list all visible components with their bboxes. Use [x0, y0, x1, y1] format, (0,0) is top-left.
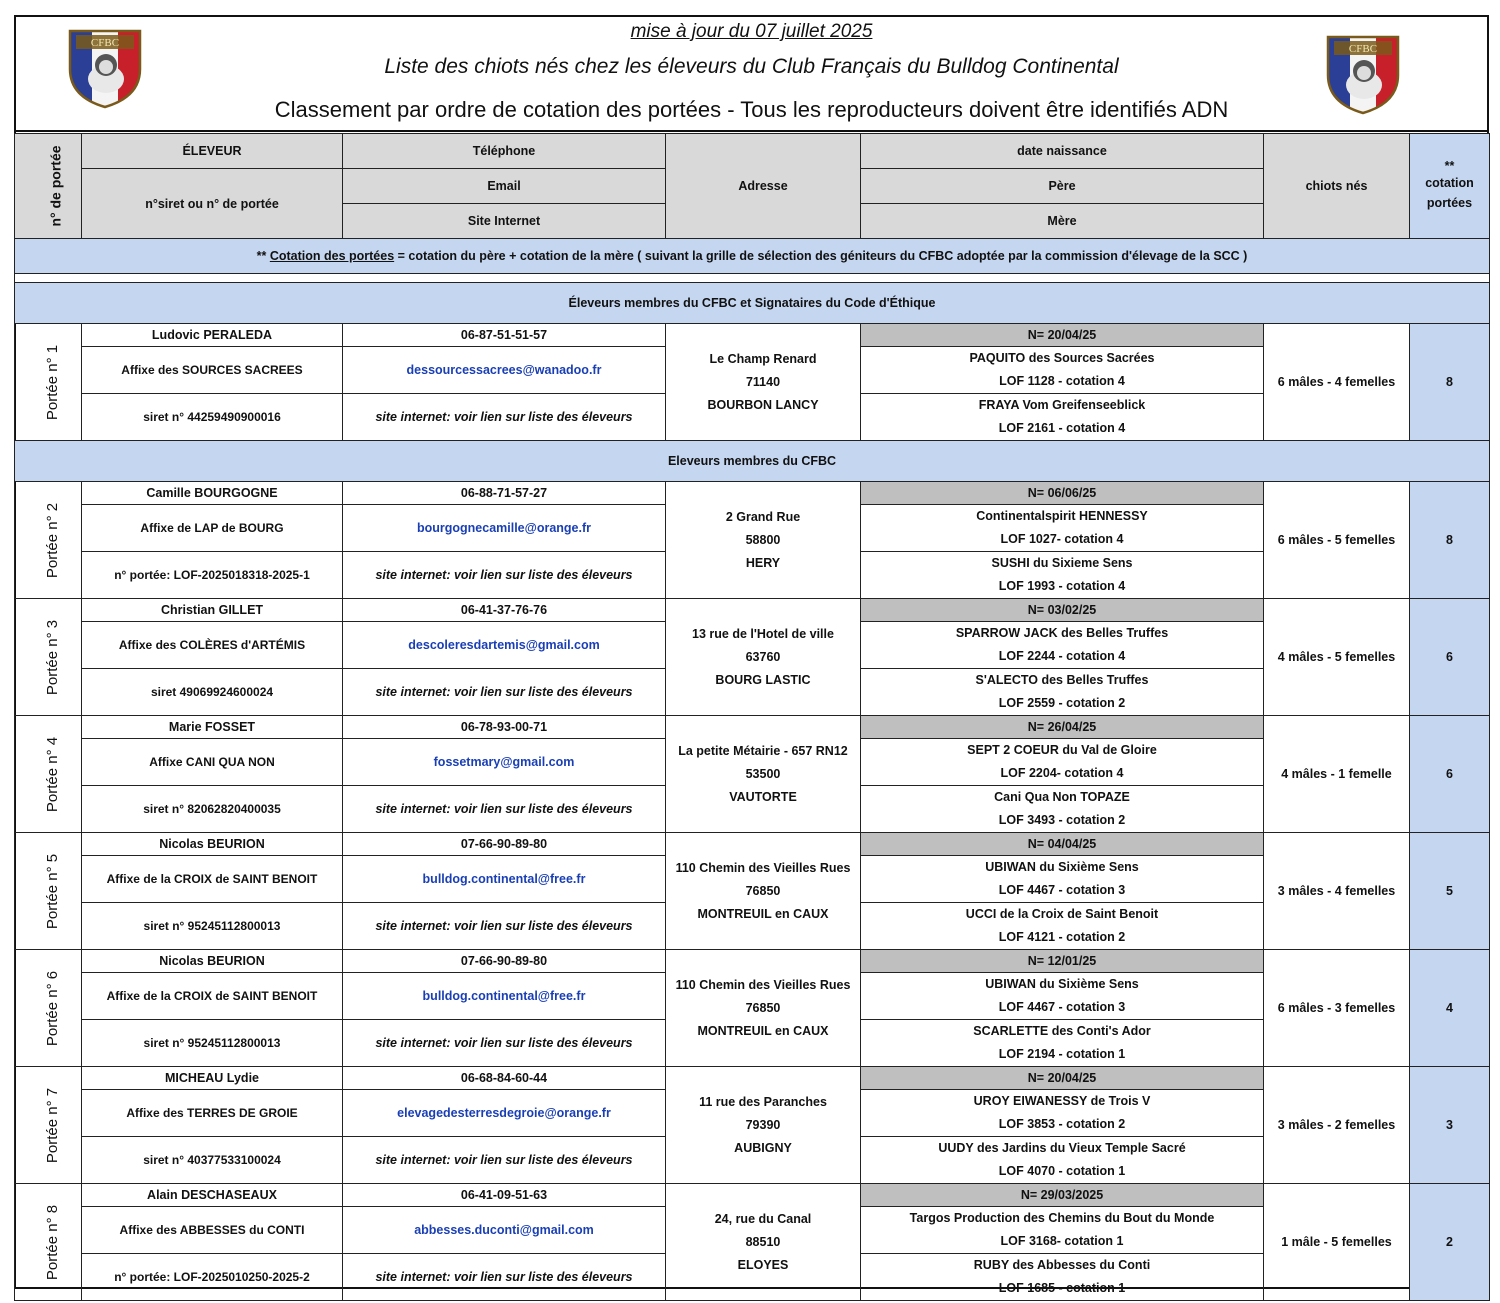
email-link[interactable]: bourgognecamille@orange.fr	[343, 505, 666, 552]
portee-label: Portée n° 4	[15, 716, 82, 833]
update-date: mise à jour du 07 juillet 2025	[630, 21, 873, 42]
puppies-born: 3 mâles - 2 femelles	[1264, 1067, 1410, 1184]
column-header-adresse: Adresse	[666, 134, 861, 239]
cotation-note: ** Cotation des portées = cotation du père + cotation de la mère ( suivant la grille de sélection des géniteurs du CFBC adoptée par la commission d'élevage de la SCC )	[15, 239, 1490, 274]
litter-cotation: 4	[1410, 950, 1490, 1067]
table-row	[15, 599, 1490, 622]
birth-date: N= 03/02/25	[861, 599, 1264, 622]
litters-table	[14, 133, 1490, 1301]
document-title: Liste des chiots nés chez les éleveurs du Club Français du Bulldog Continental	[384, 55, 1119, 78]
address: 2 Grand Rue 58800 HERY	[666, 482, 861, 599]
birth-date: N= 20/04/25	[861, 1067, 1264, 1090]
table-row	[15, 950, 1490, 973]
dam: SCARLETTE des Conti's Ador LOF 2194 - cotation 1	[861, 1020, 1264, 1067]
dam: UUDY des Jardins du Vieux Temple Sacré LOF 4070 - cotation 1	[861, 1137, 1264, 1184]
siret-or-litter-number: siret n° 95245112800013	[82, 1020, 343, 1067]
breeder-name: Camille BOURGOGNE	[82, 482, 343, 505]
website-note: site internet: voir lien sur liste des éleveurs	[343, 1137, 666, 1184]
birth-date: N= 29/03/2025	[861, 1184, 1264, 1207]
address: 24, rue du Canal 88510 ELOYES	[666, 1184, 861, 1301]
birth-date: N= 26/04/25	[861, 716, 1264, 739]
portee-label: Portée n° 2	[15, 482, 82, 599]
birth-date: N= 04/04/25	[861, 833, 1264, 856]
siret-or-litter-number: siret n° 40377533100024	[82, 1137, 343, 1184]
column-header-eleveur: ÉLEVEUR	[82, 134, 343, 169]
phone: 06-87-51-51-57	[343, 324, 666, 347]
breeder-affixe: Affixe des COLÈRES d'ARTÉMIS	[82, 622, 343, 669]
phone: 06-68-84-60-44	[343, 1067, 666, 1090]
address: 110 Chemin des Vieilles Rues 76850 MONTREUIL en CAUX	[666, 950, 861, 1067]
section-title: Eleveurs membres du CFBC	[15, 441, 1490, 482]
breeder-name: Ludovic PERALEDA	[82, 324, 343, 347]
birth-date: N= 20/04/25	[861, 324, 1264, 347]
phone: 06-41-37-76-76	[343, 599, 666, 622]
puppies-born: 4 mâles - 5 femelles	[1264, 599, 1410, 716]
breeder-affixe: Affixe de LAP de BOURG	[82, 505, 343, 552]
column-header-chiots: chiots nés	[1264, 134, 1410, 239]
puppies-born: 1 mâle - 5 femelles	[1264, 1184, 1410, 1301]
email-link[interactable]: abbesses.duconti@gmail.com	[343, 1207, 666, 1254]
dam: RUBY des Abbesses du Conti LOF 1685 - cotation 1	[861, 1254, 1264, 1301]
portee-label: Portée n° 6	[15, 950, 82, 1067]
litter-cotation: 6	[1410, 716, 1490, 833]
website-note: site internet: voir lien sur liste des éleveurs	[343, 552, 666, 599]
puppies-born: 6 mâles - 3 femelles	[1264, 950, 1410, 1067]
siret-or-litter-number: siret n° 95245112800013	[82, 903, 343, 950]
table-row	[15, 324, 1490, 347]
email-link[interactable]: bulldog.continental@free.fr	[343, 856, 666, 903]
table-row	[15, 833, 1490, 856]
website-note: site internet: voir lien sur liste des éleveurs	[343, 786, 666, 833]
phone: 06-41-09-51-63	[343, 1184, 666, 1207]
dam: FRAYA Vom Greifenseeblick LOF 2161 - cotation 4	[861, 394, 1264, 441]
website-note: site internet: voir lien sur liste des éleveurs	[343, 1254, 666, 1301]
address: 110 Chemin des Vieilles Rues 76850 MONTREUIL en CAUX	[666, 833, 861, 950]
email-link[interactable]: descoleresdartemis@gmail.com	[343, 622, 666, 669]
sire: Targos Production des Chemins du Bout du Monde LOF 3168- cotation 1	[861, 1207, 1264, 1254]
table-row	[15, 482, 1490, 505]
column-header-date: date naissance	[861, 134, 1264, 169]
document-subtitle: Classement par ordre de cotation des portées - Tous les reproducteurs doivent être identifiés ADN	[274, 97, 1229, 122]
phone: 06-88-71-57-27	[343, 482, 666, 505]
dam: UCCI de la Croix de Saint Benoit LOF 4121 - cotation 2	[861, 903, 1264, 950]
breeder-name: Christian GILLET	[82, 599, 343, 622]
dam: S'ALECTO des Belles Truffes LOF 2559 - cotation 2	[861, 669, 1264, 716]
litter-cotation: 8	[1410, 324, 1490, 441]
breeder-affixe: Affixe des SOURCES SACREES	[82, 347, 343, 394]
breeder-affixe: Affixe des ABBESSES du CONTI	[82, 1207, 343, 1254]
column-header-siret: n°siret ou n° de portée	[82, 169, 343, 239]
breeder-name: Nicolas BEURION	[82, 833, 343, 856]
website-note: site internet: voir lien sur liste des éleveurs	[343, 903, 666, 950]
table-row	[15, 1067, 1490, 1090]
breeder-affixe: Affixe CANI QUA NON	[82, 739, 343, 786]
portee-label: Portée n° 7	[15, 1067, 82, 1184]
column-header-pere: Père	[861, 169, 1264, 204]
litter-cotation: 8	[1410, 482, 1490, 599]
email-link[interactable]: bulldog.continental@free.fr	[343, 973, 666, 1020]
breeder-name: Alain DESCHASEAUX	[82, 1184, 343, 1207]
litter-cotation: 2	[1410, 1184, 1490, 1301]
puppies-born: 6 mâles - 4 femelles	[1264, 324, 1410, 441]
sire: UBIWAN du Sixième Sens LOF 4467 - cotation 3	[861, 856, 1264, 903]
birth-date: N= 12/01/25	[861, 950, 1264, 973]
cfbc-logo-right	[1324, 33, 1402, 115]
portee-label: Portée n° 1	[15, 324, 82, 441]
column-header-portee: n° de portée	[15, 134, 82, 239]
siret-or-litter-number: siret n° 44259490900016	[82, 394, 343, 441]
litter-cotation: 6	[1410, 599, 1490, 716]
litter-cotation: 5	[1410, 833, 1490, 950]
table-row	[15, 1184, 1490, 1207]
siret-or-litter-number: n° portée: LOF-2025010250-2025-2	[82, 1254, 343, 1301]
puppies-born: 6 mâles - 5 femelles	[1264, 482, 1410, 599]
email-link[interactable]: elevagedesterresdegroie@orange.fr	[343, 1090, 666, 1137]
dam: SUSHI du Sixieme Sens LOF 1993 - cotation 4	[861, 552, 1264, 599]
breeder-affixe: Affixe de la CROIX de SAINT BENOIT	[82, 973, 343, 1020]
address: Le Champ Renard 71140 BOURBON LANCY	[666, 324, 861, 441]
document-header	[14, 15, 1489, 132]
sire: PAQUITO des Sources Sacrées LOF 1128 - cotation 4	[861, 347, 1264, 394]
column-header-telephone: Téléphone	[343, 134, 666, 169]
sire: SEPT 2 COEUR du Val de Gloire LOF 2204- cotation 4	[861, 739, 1264, 786]
website-note: site internet: voir lien sur liste des éleveurs	[343, 1020, 666, 1067]
siret-or-litter-number: siret 49069924600024	[82, 669, 343, 716]
phone: 06-78-93-00-71	[343, 716, 666, 739]
breeder-name: Marie FOSSET	[82, 716, 343, 739]
portee-label: Portée n° 5	[15, 833, 82, 950]
website-note: site internet: voir lien sur liste des éleveurs	[343, 394, 666, 441]
table-row	[15, 716, 1490, 739]
column-header-email: Email	[343, 169, 666, 204]
svg-text:CFBC: CFBC	[90, 37, 120, 49]
birth-date: N= 06/06/25	[861, 482, 1264, 505]
breeder-name: Nicolas BEURION	[82, 950, 343, 973]
sire: UBIWAN du Sixième Sens LOF 4467 - cotation 3	[861, 973, 1264, 1020]
column-header-mere: Mère	[861, 204, 1264, 239]
website-note: site internet: voir lien sur liste des éleveurs	[343, 669, 666, 716]
sire: UROY EIWANESSY de Trois V LOF 3853 - cotation 2	[861, 1090, 1264, 1137]
breeder-affixe: Affixe de la CROIX de SAINT BENOIT	[82, 856, 343, 903]
address: La petite Métairie - 657 RN12 53500 VAUTORTE	[666, 716, 861, 833]
siret-or-litter-number: siret n° 82062820400035	[82, 786, 343, 833]
puppies-born: 3 mâles - 4 femelles	[1264, 833, 1410, 950]
sire: SPARROW JACK des Belles Truffes LOF 2244 - cotation 4	[861, 622, 1264, 669]
email-link[interactable]: dessourcessacrees@wanadoo.fr	[343, 347, 666, 394]
phone: 07-66-90-89-80	[343, 833, 666, 856]
address: 11 rue des Paranches 79390 AUBIGNY	[666, 1067, 861, 1184]
phone: 07-66-90-89-80	[343, 950, 666, 973]
section-title: Éleveurs membres du CFBC et Signataires du Code d'Éthique	[15, 283, 1490, 324]
siret-or-litter-number: n° portée: LOF-2025018318-2025-1	[82, 552, 343, 599]
column-header-site: Site Internet	[343, 204, 666, 239]
sire: Continentalspirit HENNESSY LOF 1027- cotation 4	[861, 505, 1264, 552]
breeder-affixe: Affixe des TERRES DE GROIE	[82, 1090, 343, 1137]
portee-label: Portée n° 8	[15, 1184, 82, 1301]
svg-text:CFBC: CFBC	[1348, 43, 1378, 55]
litter-cotation: 3	[1410, 1067, 1490, 1184]
puppies-born: 4 mâles - 1 femelle	[1264, 716, 1410, 833]
breeder-name: MICHEAU Lydie	[82, 1067, 343, 1090]
dam: Cani Qua Non TOPAZE LOF 3493 - cotation 2	[861, 786, 1264, 833]
email-link[interactable]: fossetmary@gmail.com	[343, 739, 666, 786]
portee-label: Portée n° 3	[15, 599, 82, 716]
column-header-cotation: ** cotation portées	[1410, 134, 1490, 239]
address: 13 rue de l'Hotel de ville 63760 BOURG LASTIC	[666, 599, 861, 716]
